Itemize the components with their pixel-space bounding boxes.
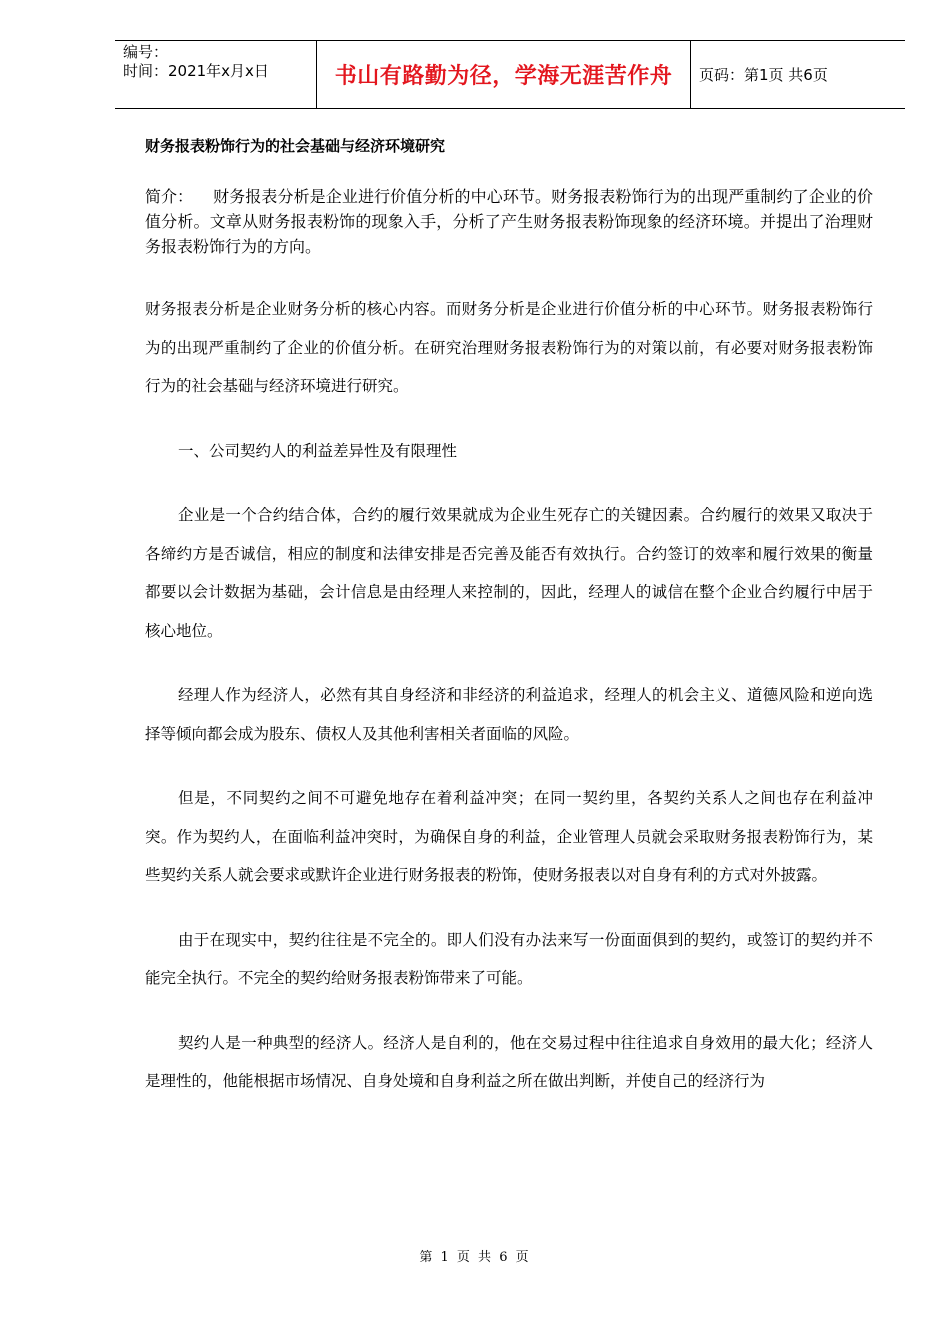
abstract-text: 财务报表分析是企业进行价值分析的中心环节。财务报表粉饰行为的出现严重制约了企业的价值分析。文章从财务报表粉饰的现象入手，分析了产生财务报表粉饰现象的经济环境。并提出了治理财务报表粉饰行为的方向。 xyxy=(145,187,873,256)
abstract xyxy=(145,184,873,259)
paragraph: 契约人是一种典型的经济人。经济人是自利的，他在交易过程中往往追求自身效用的最大化；经济人是理性的，他能根据市场情况、自身处境和自身利益之所在做出判断，并使自己的经济行为 xyxy=(145,1033,873,1090)
header-page-info: 页码：第1页 共6页 xyxy=(699,66,828,84)
document-body xyxy=(145,136,873,1101)
section-heading: 一、公司契约人的利益差异性及有限理性 xyxy=(178,441,458,460)
header-motto: 书山有路勤为径，学海无涯苦作舟 xyxy=(317,41,691,108)
paragraph: 但是，不同契约之间不可避免地存在着利益冲突；在同一契约里，各契约关系人之间也存在利益冲突。作为契约人，在面临利益冲突时，为确保自身的利益，企业管理人员就会采取财务报表粉饰行为，某些契约关系人就会要求或默许企业进行财务报表的粉饰，使财务报表以对自身有利的方式对外披露。 xyxy=(145,789,873,884)
paragraph: 经理人作为经济人，必然有其自身经济和非经济的利益追求，经理人的机会主义、道德风险和逆向选择等倾向都会成为股东、债权人及其他利害相关者面临的风险。 xyxy=(145,686,873,743)
paragraph: 财务报表分析是企业财务分析的核心内容。而财务分析是企业进行价值分析的中心环节。财务报表粉饰行为的出现严重制约了企业的价值分析。在研究治理财务报表粉饰行为的对策以前，有必要对财务报表粉饰行为的社会基础与经济环境进行研究。 xyxy=(145,300,873,395)
document-title: 财务报表粉饰行为的社会基础与经济环境研究 xyxy=(145,137,446,155)
abstract-label: 简介： xyxy=(145,187,194,206)
header-meta xyxy=(115,41,317,108)
page-header xyxy=(115,40,905,109)
document-number-label: 编号： xyxy=(123,43,169,61)
document-time-label: 时间：2021年x月x日 xyxy=(123,62,269,80)
paragraph: 企业是一个合约结合体，合约的履行效果就成为企业生死存亡的关键因素。合约履行的效果又取决于各缔约方是否诚信，相应的制度和法律安排是否完善及能否有效执行。合约签订的效率和履行效果的衡量都要以会计数据为基础，会计信息是由经理人来控制的，因此，经理人的诚信在整个企业合约履行中居于核心地位。 xyxy=(145,506,873,640)
page-footer: 第 1 页 共 6 页 xyxy=(419,1250,531,1265)
paragraph: 由于在现实中，契约往往是不完全的。即人们没有办法来写一份面面俱到的契约，或签订的契约并不能完全执行。不完全的契约给财务报表粉饰带来了可能。 xyxy=(145,930,873,987)
